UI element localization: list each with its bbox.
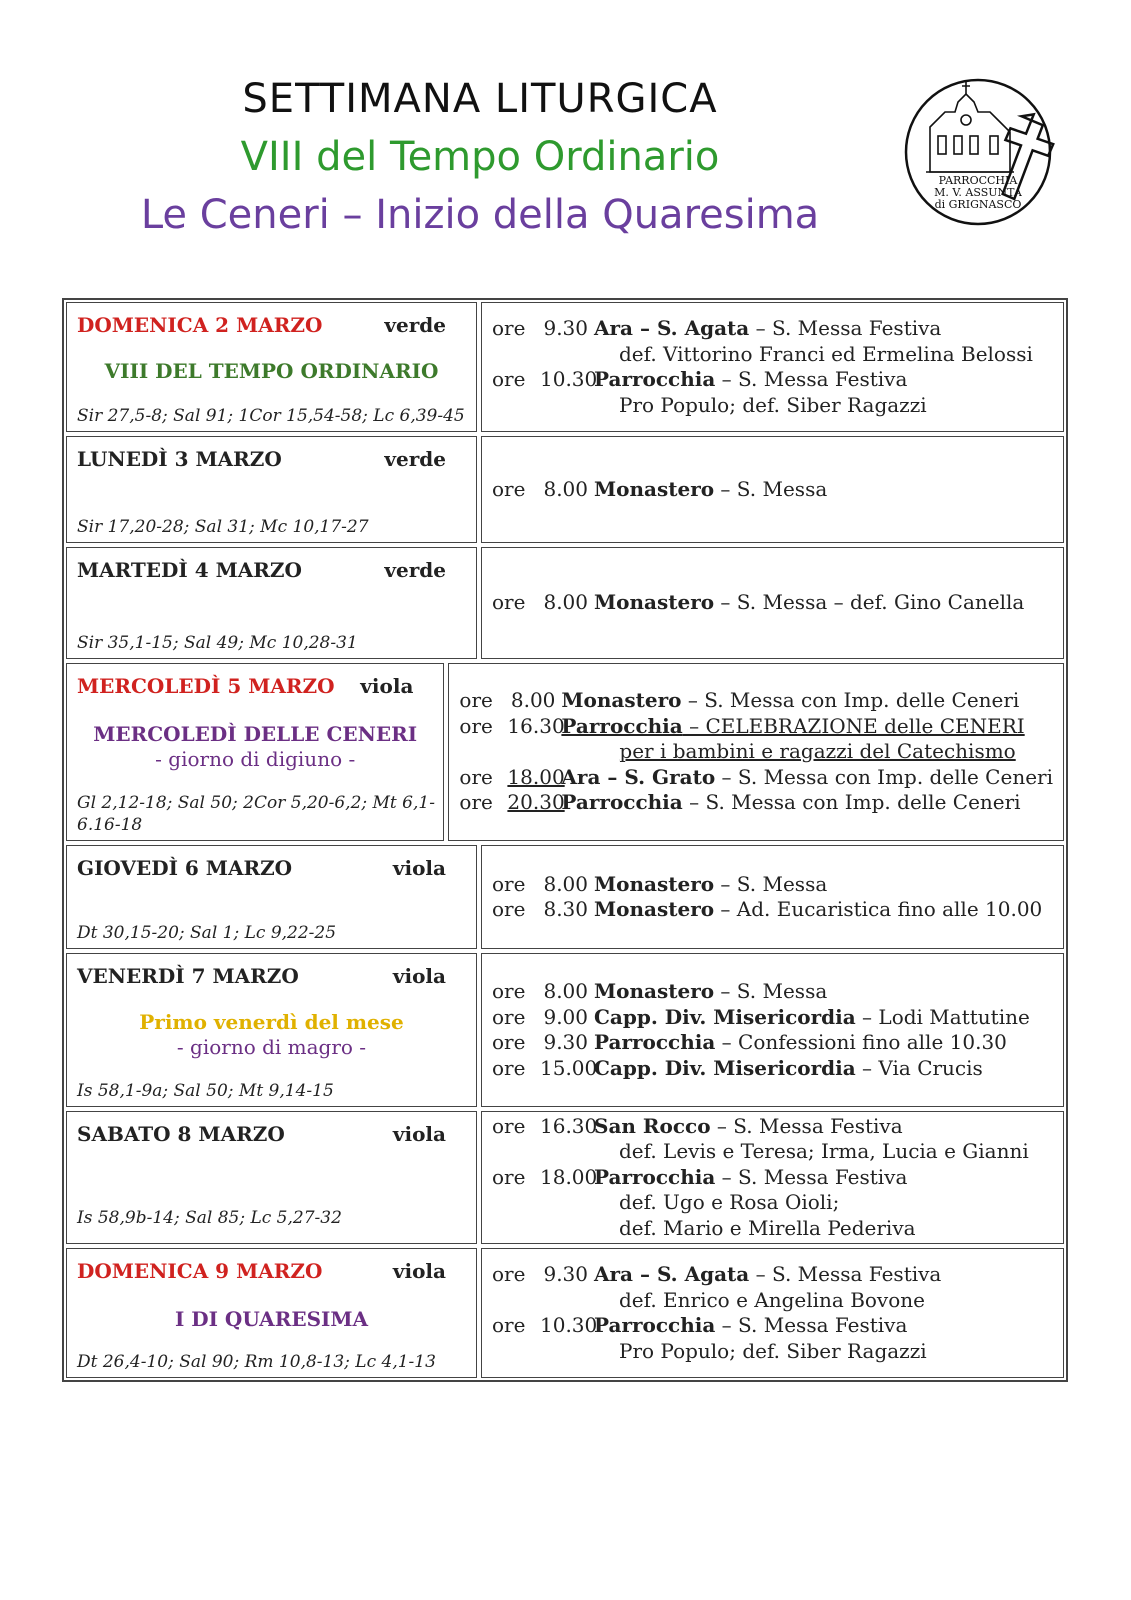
description: – S. Messa con Imp. delle Ceneri — [681, 688, 1020, 713]
place: Capp. Div. Misericordia — [594, 1055, 856, 1080]
ore-label: ore — [492, 897, 526, 921]
schedule-line — [492, 1005, 1053, 1031]
ore-label: ore — [492, 871, 526, 896]
description: – Confessioni fino alle 10.30 — [715, 1030, 1007, 1054]
place: Parrocchia — [561, 713, 683, 738]
day-label: DOMENICA 2 MARZO — [77, 313, 323, 337]
liturgical-color: viola — [392, 856, 446, 880]
feast-name: I DI QUARESIMA — [174, 1307, 369, 1331]
abstinence-note: - giorno di magro - — [176, 1035, 367, 1059]
schedule-line — [492, 1056, 1053, 1082]
liturgical-color: verde — [384, 447, 446, 471]
schedule-cell — [481, 845, 1064, 949]
schedule-line — [492, 590, 1053, 616]
day-label: GIOVEDÌ 6 MARZO — [77, 856, 293, 880]
time: 18.00 — [540, 1164, 598, 1189]
liturgical-color: verde — [384, 558, 446, 582]
place: Monastero — [594, 979, 715, 1003]
day-cell — [66, 302, 477, 432]
schedule-line — [492, 367, 1053, 393]
day-label: SABATO 8 MARZO — [77, 1122, 285, 1146]
description: – Lodi Mattutine — [855, 1004, 1030, 1029]
readings: Is 58,9b-14; Sal 85; Lc 5,27-32 — [77, 1208, 342, 1228]
place: Parrocchia — [561, 790, 683, 815]
logo-text-3: di GRIGNASCO — [934, 198, 1022, 211]
place: San Rocco — [594, 1113, 711, 1138]
ore-label: ore — [492, 1030, 526, 1054]
schedule-cell — [481, 302, 1064, 432]
time: 8.30 — [543, 897, 588, 921]
schedule-line: def. Mario e Mirella Pederiva — [619, 1215, 916, 1240]
table-row — [66, 663, 1064, 841]
place: Parrocchia — [594, 367, 716, 391]
time: 9.30 — [543, 316, 588, 340]
liturgical-color: viola — [392, 964, 446, 988]
description: – Ad. Eucaristica fino alle 10.00 — [714, 897, 1043, 921]
day-label: MARTEDÌ 4 MARZO — [77, 558, 302, 582]
ore-label: ore — [492, 1164, 526, 1189]
logo-text-1: PARROCCHIA — [938, 174, 1018, 187]
schedule-line — [492, 1313, 1053, 1339]
schedule-line: def. Vittorino Franci ed Ermelina Belossi — [619, 341, 1033, 366]
schedule-line — [492, 477, 1053, 503]
schedule-line — [492, 1262, 1053, 1288]
page-subtitle-2: Le Ceneri – Inizio della Quaresima — [140, 192, 820, 238]
page-title: SETTIMANA LITURGICA — [242, 76, 718, 122]
day-label: VENERDÌ 7 MARZO — [77, 964, 299, 988]
readings: Gl 2,12-18; Sal 50; 2Cor 5,20-6,2; Mt 6,1-6.16-18 — [77, 793, 435, 835]
table-row — [66, 302, 1064, 432]
place: Capp. Div. Misericordia — [594, 1004, 856, 1029]
schedule-line — [459, 765, 1053, 791]
schedule-cell — [481, 1111, 1064, 1244]
place: Parrocchia — [594, 1313, 716, 1337]
place: Ara – S. Grato — [561, 764, 716, 789]
fast-note: - giorno di digiuno - — [155, 747, 356, 771]
place: Parrocchia — [594, 1030, 716, 1054]
schedule-line — [492, 872, 1053, 898]
ore-label: ore — [492, 1313, 526, 1337]
description: – CELEBRAZIONE delle CENERI — [682, 713, 1025, 738]
feast-name: MERCOLEDÌ DELLE CENERI — [93, 722, 418, 746]
readings: Sir 27,5-8; Sal 91; 1Cor 15,54-58; Lc 6,39-45 — [77, 406, 465, 426]
ore-label: ore — [492, 1113, 526, 1138]
description: – S. Messa con Imp. delle Ceneri — [682, 790, 1021, 815]
schedule-line — [459, 688, 1053, 714]
time: 10.30 — [540, 1313, 598, 1337]
schedule-line — [459, 739, 1053, 765]
day-cell — [66, 1248, 477, 1378]
schedule-cell — [481, 436, 1064, 543]
liturgical-schedule-table — [62, 298, 1068, 1382]
table-row — [66, 436, 1064, 543]
table-row — [66, 1111, 1064, 1244]
church-icon — [926, 82, 1014, 172]
readings: Dt 26,4-10; Sal 90; Rm 10,8-13; Lc 4,1-13 — [77, 1352, 436, 1372]
place: Monastero — [594, 590, 715, 615]
schedule-line: def. Enrico e Angelina Bovone — [619, 1287, 925, 1312]
description: – S. Messa con Imp. delle Ceneri — [715, 764, 1053, 789]
time: 16.30 — [540, 1113, 598, 1138]
first-friday-note: Primo venerdì del mese — [139, 1010, 404, 1034]
table-row — [66, 845, 1064, 949]
liturgical-color: verde — [384, 313, 446, 337]
time: 20.30 — [507, 790, 565, 815]
schedule-line — [492, 316, 1053, 342]
description: – S. Messa Festiva — [715, 1164, 908, 1189]
day-cell — [66, 663, 444, 841]
day-cell — [66, 953, 477, 1107]
schedule-cell — [481, 953, 1064, 1107]
description: – S. Messa – def. Gino Canella — [714, 590, 1025, 615]
feast-name: VIII DEL TEMPO ORDINARIO — [104, 359, 439, 383]
ore-label: ore — [492, 367, 526, 391]
schedule-line — [492, 1030, 1053, 1056]
schedule-cell — [448, 663, 1064, 841]
schedule-line: Pro Populo; def. Siber Ragazzi — [619, 392, 927, 417]
day-label: DOMENICA 9 MARZO — [77, 1259, 323, 1283]
description: – S. Messa Festiva — [749, 1262, 942, 1286]
ore-label: ore — [492, 316, 526, 340]
schedule-line — [492, 979, 1053, 1005]
ore-label: ore — [492, 1262, 526, 1286]
place: Monastero — [561, 688, 682, 713]
logo-text-2: M. V. ASSUNTA — [934, 186, 1022, 199]
ore-label: ore — [459, 764, 493, 789]
time: 9.30 — [543, 1030, 588, 1054]
description: – S. Messa Festiva — [715, 1313, 908, 1337]
place: Ara – S. Agata — [594, 1262, 750, 1286]
table-row — [66, 953, 1064, 1107]
readings: Dt 30,15-20; Sal 1; Lc 9,22-25 — [77, 923, 337, 943]
time: 16.30 — [507, 713, 565, 738]
time: 10.30 — [540, 367, 598, 391]
day-cell — [66, 845, 477, 949]
schedule-line — [492, 1165, 1053, 1191]
place: Monastero — [594, 897, 715, 921]
time: 9.30 — [543, 1262, 588, 1286]
ore-label: ore — [492, 476, 526, 501]
time: 8.00 — [510, 688, 556, 713]
parish-logo — [900, 72, 1070, 232]
liturgical-color: viola — [392, 1259, 446, 1283]
readings: Sir 35,1-15; Sal 49; Mc 10,28-31 — [77, 633, 358, 653]
ore-label: ore — [459, 790, 493, 815]
schedule-line: Pro Populo; def. Siber Ragazzi — [619, 1338, 927, 1363]
time: 18.00 — [507, 764, 565, 789]
place: Parrocchia — [594, 1164, 716, 1189]
schedule-line: def. Levis e Teresa; Irma, Lucia e Gianni — [619, 1139, 1029, 1164]
day-cell — [66, 1111, 477, 1244]
day-label: LUNEDÌ 3 MARZO — [77, 447, 282, 471]
ore-label: ore — [492, 1055, 526, 1080]
day-cell — [66, 436, 477, 543]
readings: Is 58,1-9a; Sal 50; Mt 9,14-15 — [77, 1081, 334, 1101]
description: per i bambini e ragazzi del Catechismo — [619, 739, 1016, 764]
ore-label: ore — [492, 1004, 526, 1029]
description: – S. Messa Festiva — [715, 367, 908, 391]
description: – S. Messa — [714, 871, 828, 896]
time: 8.00 — [543, 476, 588, 501]
schedule-cell — [481, 547, 1064, 659]
ore-label: ore — [492, 979, 526, 1003]
table-row — [66, 547, 1064, 659]
time: 15.00 — [540, 1055, 598, 1080]
place: Monastero — [594, 476, 715, 501]
schedule-cell — [481, 1248, 1064, 1378]
time: 8.00 — [543, 590, 588, 615]
schedule-line — [459, 714, 1053, 740]
day-cell — [66, 547, 477, 659]
ore-label: ore — [459, 688, 493, 713]
page-header — [0, 70, 960, 244]
schedule-line — [492, 897, 1053, 923]
page-subtitle: VIII del Tempo Ordinario — [240, 134, 720, 180]
day-label: MERCOLEDÌ 5 MARZO — [77, 674, 335, 698]
ore-label: ore — [492, 590, 526, 615]
liturgical-color: viola — [360, 674, 414, 698]
description: – S. Messa Festiva — [710, 1113, 903, 1138]
schedule-line — [459, 790, 1053, 816]
description: – Via Crucis — [855, 1055, 983, 1080]
description: – S. Messa — [714, 476, 828, 501]
time: 8.00 — [543, 871, 588, 896]
liturgical-color: viola — [392, 1122, 446, 1146]
schedule-line: def. Ugo e Rosa Oioli; — [619, 1190, 840, 1215]
readings: Sir 17,20-28; Sal 31; Mc 10,17-27 — [77, 517, 369, 537]
time: 8.00 — [543, 979, 588, 1003]
description: – S. Messa — [714, 979, 828, 1003]
ore-label: ore — [459, 713, 493, 738]
schedule-line — [492, 1114, 1053, 1140]
time: 9.00 — [543, 1004, 588, 1029]
table-row — [66, 1248, 1064, 1378]
place: Ara – S. Agata — [594, 316, 750, 340]
place: Monastero — [594, 871, 715, 896]
description: – S. Messa Festiva — [749, 316, 942, 340]
